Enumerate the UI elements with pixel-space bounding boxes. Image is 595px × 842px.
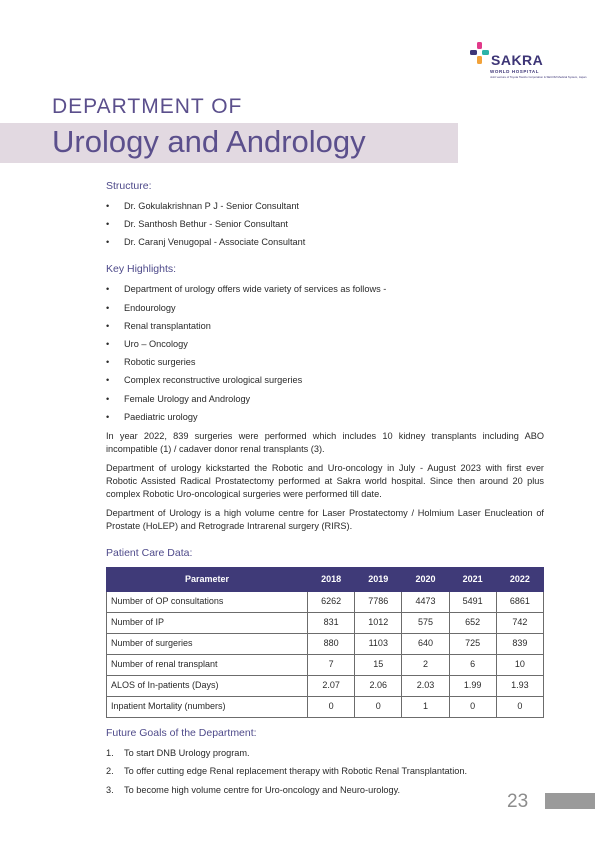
table-cell: 0: [496, 696, 543, 717]
table-cell: 652: [449, 612, 496, 633]
list-item: [106, 784, 544, 797]
table-cell: 0: [355, 696, 402, 717]
highlights-list: [106, 283, 544, 423]
table-cell: Number of surgeries: [107, 633, 308, 654]
table-cell: 880: [308, 633, 355, 654]
table-cell: 7: [308, 654, 355, 675]
table-cell: 839: [496, 633, 543, 654]
table-cell: 6861: [496, 591, 543, 612]
list-item: [106, 747, 544, 760]
list-number: 3.: [106, 784, 114, 795]
table-cell: 5491: [449, 591, 496, 612]
highlights-paragraph: Department of Urology is a high volume centre for Laser Prostatectomy / Holmium Laser Enucleation of Prostate (HoLEP) and Retrograde Intrarenal surgery (RIRS).: [106, 507, 544, 531]
table-cell: 2: [402, 654, 449, 675]
structure-list: [106, 200, 544, 249]
department-of-label: DEPARTMENT OF: [52, 95, 243, 118]
goals-heading: Future Goals of the Department:: [106, 726, 257, 739]
table-cell: 640: [402, 633, 449, 654]
column-header: 2022: [496, 567, 543, 591]
table-cell: 10: [496, 654, 543, 675]
table-row: [107, 696, 544, 717]
highlights-paragraph: In year 2022, 839 surgeries were performed which includes 10 kidney transplants including ABO incompatible (1) / cadaver donor renal transplants (3).: [106, 430, 544, 454]
table-cell: 575: [402, 612, 449, 633]
table-cell: ALOS of In-patients (Days): [107, 675, 308, 696]
goals-list: [106, 747, 544, 797]
table-cell: 725: [449, 633, 496, 654]
table-cell: Number of renal transplant: [107, 654, 308, 675]
patient-care-heading: Patient Care Data:: [106, 546, 193, 559]
list-item: • Endourology: [106, 302, 544, 315]
logo-subtitle: WORLD HOSPITAL: [490, 69, 540, 74]
table-cell: 2.03: [402, 675, 449, 696]
highlights-paragraph: Department of urology kickstarted the Robotic and Uro-oncology in July - August 2023 with first ever Robotic Assisted Radical Prostatectomy performed at Sakra world hospital. Since then around 20 plus complex Robotic Uro-oncological surgeries were performed till date.: [106, 462, 544, 499]
list-item: • Robotic surgeries: [106, 356, 544, 369]
highlights-heading: Key Highlights:: [106, 263, 177, 276]
logo-tagline: Joint venture of Toyota Tsusho Corporation & SECOM Medical System, Japan: [490, 75, 587, 79]
list-number: 1.: [106, 747, 114, 758]
table-cell: 6: [449, 654, 496, 675]
table-cell: 6262: [308, 591, 355, 612]
hospital-logo: [470, 42, 587, 82]
table-cell: 1012: [355, 612, 402, 633]
list-number: 2.: [106, 766, 114, 777]
table-cell: 1.93: [496, 675, 543, 696]
table-cell: Number of OP consultations: [107, 591, 308, 612]
table-cell: 0: [308, 696, 355, 717]
table-cell: 7786: [355, 591, 402, 612]
column-header: Parameter: [107, 567, 308, 591]
list-item: • Renal transplantation: [106, 320, 544, 333]
table-cell: 2.06: [355, 675, 402, 696]
table-cell: 2.07: [308, 675, 355, 696]
page-content: [106, 180, 544, 802]
page-number: 23: [507, 791, 529, 812]
patient-care-table: [106, 567, 544, 718]
list-item: • Dr. Caranj Venugopal - Associate Consultant: [106, 236, 544, 249]
list-item: • Female Urology and Andrology: [106, 393, 544, 406]
table-cell: 15: [355, 654, 402, 675]
column-header: 2018: [308, 567, 355, 591]
table-cell: 1: [402, 696, 449, 717]
list-item: • Paediatric urology: [106, 411, 544, 424]
table-cell: 1103: [355, 633, 402, 654]
table-row: [107, 612, 544, 633]
table-row: [107, 654, 544, 675]
list-item: • Dr. Santhosh Bethur - Senior Consultant: [106, 218, 544, 231]
logo-cross-icon: [470, 42, 490, 68]
list-item: [106, 765, 544, 778]
logo-wordmark: SAKRA: [491, 52, 544, 68]
list-text: To become high volume centre for Uro-oncology and Neuro-urology.: [124, 784, 401, 795]
table-header-row: [107, 567, 544, 591]
table-cell: 742: [496, 612, 543, 633]
list-item: • Department of urology offers wide variety of services as follows -: [106, 283, 544, 296]
list-item: • Complex reconstructive urological surgeries: [106, 374, 544, 387]
department-title: Urology and Andrology: [52, 124, 366, 159]
table-row: [107, 591, 544, 612]
table-row: [107, 633, 544, 654]
list-text: To start DNB Urology program.: [124, 747, 250, 758]
list-item: • Uro – Oncology: [106, 338, 544, 351]
list-text: To offer cutting edge Renal replacement therapy with Robotic Renal Transplantation.: [124, 766, 468, 777]
table-cell: Number of IP: [107, 612, 308, 633]
table-cell: Inpatient Mortality (numbers): [107, 696, 308, 717]
table-cell: 4473: [402, 591, 449, 612]
table-cell: 0: [449, 696, 496, 717]
structure-heading: Structure:: [106, 180, 152, 192]
list-item: • Dr. Gokulakrishnan P J - Senior Consultant: [106, 200, 544, 213]
table-cell: 1.99: [449, 675, 496, 696]
column-header: 2021: [449, 567, 496, 591]
column-header: 2019: [355, 567, 402, 591]
table-cell: 831: [308, 612, 355, 633]
table-row: [107, 675, 544, 696]
page-number-bar: [545, 793, 595, 809]
column-header: 2020: [402, 567, 449, 591]
